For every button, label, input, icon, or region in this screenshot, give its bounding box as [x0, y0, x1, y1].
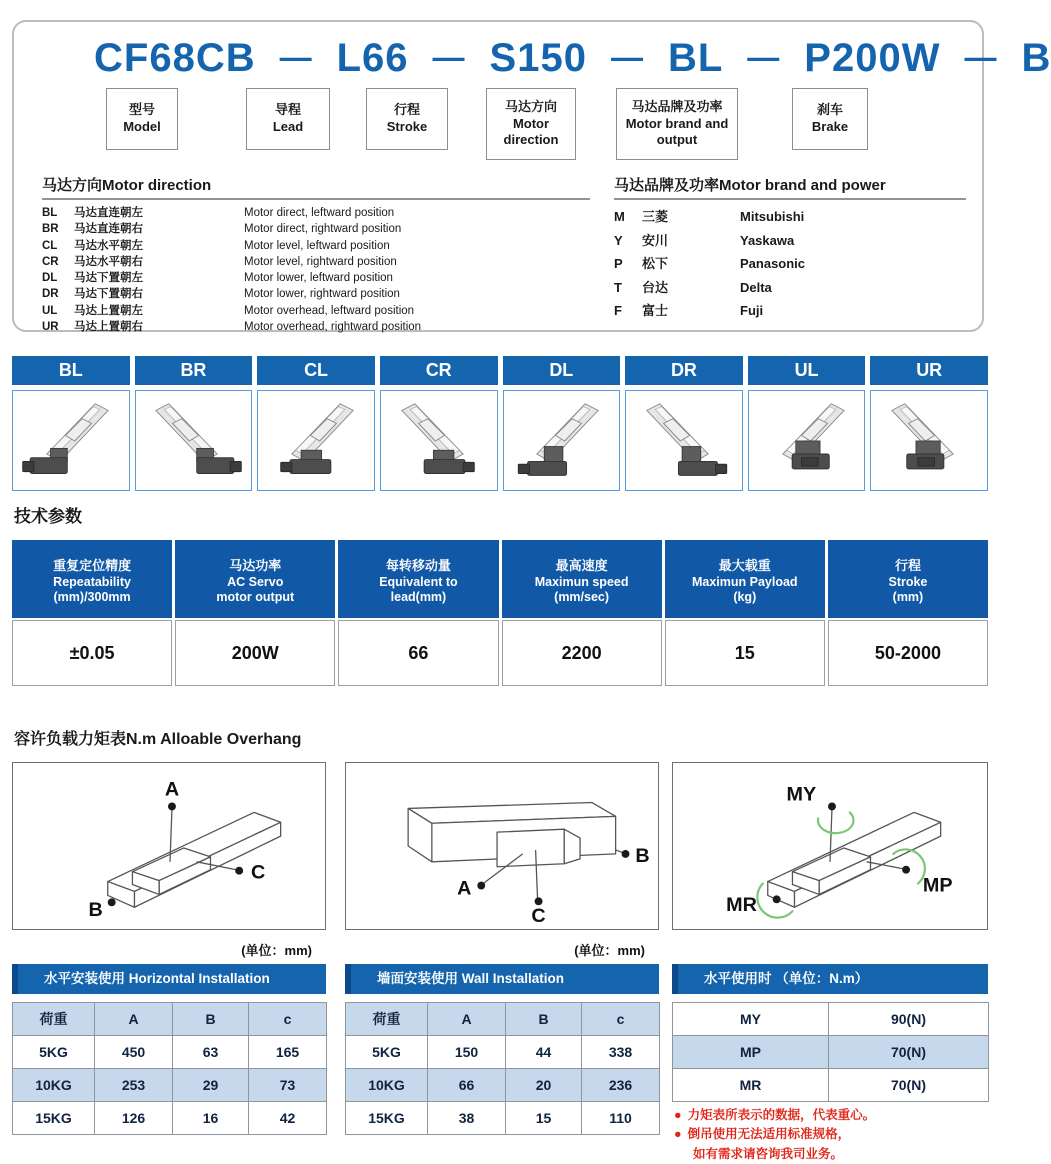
dim-label-c: C [251, 861, 266, 884]
rail-isometric-drawing [346, 763, 658, 929]
list-item [42, 319, 590, 335]
table-cell: 10KG [13, 1069, 95, 1102]
direction-code: BR [42, 223, 59, 236]
table-cell: 15 [506, 1102, 582, 1135]
direction-label-cn: 马达直连朝右 [74, 223, 143, 236]
table-cell: 126 [95, 1102, 173, 1135]
box-label-en: Motor brand and output [625, 115, 729, 148]
actuator-image-ur [870, 390, 988, 491]
list-item [614, 205, 966, 229]
col-label-unit: (mm)/300mm [53, 589, 131, 604]
table-cell: 63 [173, 1036, 249, 1069]
variant-ul [748, 356, 866, 491]
col-label-unit: motor output [216, 589, 295, 604]
col-label-en: Equivalent to [379, 574, 458, 589]
direction-code: CL [42, 239, 58, 252]
direction-label-en: Motor direct, leftward position [244, 207, 395, 219]
list-item [42, 270, 590, 286]
footnote-text: 力矩表所表示的数据，代表重心。 [687, 1108, 876, 1122]
brand-code: T [614, 279, 622, 295]
brand-label-en: Mitsubishi [740, 209, 805, 224]
table-cell: MY [673, 1003, 829, 1036]
direction-label-cn: 马达水平朝右 [74, 255, 143, 268]
brand-label-en: Delta [740, 279, 772, 295]
col-header: 荷重 [13, 1003, 95, 1036]
brake-label-box [792, 88, 868, 150]
variant-cl [257, 356, 375, 491]
col-label-en: Stroke [888, 574, 928, 589]
direction-label-en: Motor lower, leftward position [244, 272, 393, 285]
list-item [42, 286, 590, 302]
col-header: B [173, 1003, 249, 1036]
variant-header: CL [257, 356, 375, 385]
col-header: c [249, 1003, 327, 1036]
list-item [42, 205, 590, 221]
moment-label-my: MY [786, 783, 817, 806]
actuator-image-cl [257, 390, 375, 491]
dash: — [964, 39, 998, 75]
direction-code: CR [42, 255, 59, 268]
variant-strip [12, 356, 988, 491]
direction-code: DL [42, 272, 58, 285]
variant-dr [625, 356, 743, 491]
col-label-unit: lead(mm) [390, 589, 447, 604]
tech-header-repeatability [12, 540, 172, 618]
moment-label-mp: MP [922, 874, 953, 897]
tech-params-header-row [12, 540, 988, 618]
footnotes [674, 1106, 875, 1164]
overhang-title: 容许负载力矩表N.m Alloable Overhang [14, 731, 302, 748]
actuator-image-dr [625, 390, 743, 491]
footnote-line [674, 1106, 875, 1125]
motor-brand-label-box [616, 88, 738, 160]
variant-header: UL [748, 356, 866, 385]
col-label-unit: (kg) [733, 589, 757, 604]
col-label-cn: 马达功率 [229, 557, 282, 573]
col-label-unit: (mm/sec) [554, 589, 610, 604]
actuator-image-bl [12, 390, 130, 491]
tech-header-max-speed [502, 540, 662, 618]
table-cell: 70(N) [829, 1036, 989, 1069]
footnote-text: 倒吊使用无法适用标准规格， [687, 1127, 851, 1142]
tech-params-value-row [12, 620, 988, 686]
col-header: B [506, 1003, 582, 1036]
rail-isometric-drawing [673, 763, 987, 929]
variant-header: CR [380, 356, 498, 385]
horizontal-install-titlebar: 水平安装使用 Horizontal Installation [12, 964, 326, 994]
col-label-cn: 每转移动量 [385, 557, 451, 573]
col-header: c [582, 1003, 660, 1036]
tech-header-max-payload [665, 540, 825, 618]
wall-overhang-diagram [345, 762, 659, 930]
actuator-illustration [509, 395, 613, 487]
motor-direction-title: 马达方向Motor direction [42, 174, 590, 200]
table-cell: 73 [249, 1069, 327, 1102]
table-cell: 29 [173, 1069, 249, 1102]
list-item [42, 238, 590, 254]
table-cell: 253 [95, 1069, 173, 1102]
col-label-cn: 行程 [894, 557, 921, 573]
model-code-card [12, 20, 1051, 334]
motor-direction-label-box [486, 88, 576, 160]
footnote-line [674, 1145, 875, 1164]
actuator-illustration [632, 395, 736, 487]
direction-label-cn: 马达下置朝右 [74, 288, 143, 301]
dim-label-b: B [88, 899, 103, 922]
table-cell: 338 [582, 1036, 660, 1069]
moment-label-mr: MR [726, 894, 757, 917]
table-cell: 20 [506, 1069, 582, 1102]
motor-brand-title: 马达品牌及功率Motor brand and power [614, 174, 966, 200]
col-label-en: AC Servo [227, 574, 284, 589]
tech-params-table [12, 540, 988, 686]
stroke-label-box [366, 88, 448, 150]
actuator-illustration [141, 395, 245, 487]
value-motor-output: 200W [175, 620, 335, 686]
box-label-cn: 马达品牌及功率 [631, 98, 723, 114]
box-label-en: Model [123, 119, 161, 134]
direction-label-en: Motor direct, rightward position [244, 223, 402, 236]
moment-table [672, 1002, 989, 1102]
actuator-image-dl [503, 390, 621, 491]
value-lead: 66 [338, 620, 498, 686]
tech-header-motor-output [175, 540, 335, 618]
brand-label-cn: 台达 [642, 279, 669, 295]
variant-header: DL [503, 356, 621, 385]
moment-table-titlebar: 水平使用时 （单位：N.m） [672, 964, 988, 994]
brand-label-cn: 富士 [642, 303, 669, 318]
brand-label-en: Panasonic [740, 256, 806, 271]
list-item [614, 299, 966, 323]
table-cell: 38 [428, 1102, 506, 1135]
brand-code: M [614, 209, 625, 224]
direction-label-en: Motor overhead, leftward position [244, 304, 415, 317]
direction-code: UR [42, 321, 59, 334]
model-part-brake: B [1021, 36, 1051, 80]
variant-header: UR [870, 356, 988, 385]
box-label-en: Motor direction [503, 115, 559, 148]
dim-label-c: C [531, 905, 546, 928]
list-item [42, 221, 590, 237]
table-cell: 5KG [13, 1036, 95, 1069]
direction-label-cn: 马达上置朝右 [74, 321, 143, 334]
direction-code: BL [42, 207, 58, 219]
dim-label-a: A [457, 877, 472, 900]
list-item [42, 303, 590, 319]
table-cell: 236 [582, 1069, 660, 1102]
direction-label-cn: 马达直连朝左 [74, 207, 143, 219]
col-label-cn: 重复定位精度 [53, 557, 132, 573]
unit-label-mm: (单位：mm) [241, 943, 312, 958]
col-label-en: Maximun speed [534, 574, 629, 589]
table-cell: 70(N) [829, 1069, 989, 1102]
model-code-title [94, 36, 1051, 81]
direction-label-en: Motor lower, rightward position [244, 288, 400, 301]
brand-code: Y [614, 232, 623, 248]
actuator-image-ul [748, 390, 866, 491]
col-header: A [428, 1003, 506, 1036]
variant-bl [12, 356, 130, 491]
box-label-cn: 导程 [274, 102, 301, 118]
model-part-lead: L66 [336, 36, 409, 80]
value-max-speed: 2200 [502, 620, 662, 686]
box-label-en: Brake [811, 119, 849, 134]
table-cell: 16 [173, 1102, 249, 1135]
actuator-image-cr [380, 390, 498, 491]
table-cell: 90(N) [829, 1003, 989, 1036]
box-label-en: Stroke [386, 119, 428, 134]
table-cell: 150 [428, 1036, 506, 1069]
box-label-cn: 型号 [128, 102, 155, 118]
horizontal-install-table [12, 1002, 327, 1135]
brand-label-cn: 安川 [642, 232, 669, 248]
col-label-cn: 最高速度 [555, 557, 608, 573]
col-label-en: Repeatability [53, 574, 131, 589]
table-cell: MP [673, 1036, 829, 1069]
box-label-cn: 马达方向 [504, 98, 557, 114]
variant-header: BL [12, 356, 130, 385]
actuator-illustration [877, 395, 981, 487]
dash: — [279, 39, 313, 75]
variant-header: BR [135, 356, 253, 385]
brand-code: F [614, 303, 622, 318]
tech-header-lead [338, 540, 498, 618]
motor-brand-list [614, 174, 966, 323]
wall-install-titlebar: 墙面安装使用 Wall Installation [345, 964, 659, 994]
table-cell: 15KG [13, 1102, 95, 1135]
actuator-illustration [19, 395, 123, 487]
model-label-box [106, 88, 178, 150]
dim-label-b: B [635, 844, 650, 867]
horizontal-overhang-diagram [12, 762, 326, 930]
footnote-text: 如有需求请咨询我司业务。 [693, 1146, 844, 1161]
list-item [614, 276, 966, 300]
variant-ur [870, 356, 988, 491]
actuator-illustration [264, 395, 368, 487]
moment-direction-diagram [672, 762, 988, 930]
lead-label-box [246, 88, 330, 150]
table-cell: 10KG [346, 1069, 428, 1102]
dash: — [747, 39, 781, 75]
table-cell: 66 [428, 1069, 506, 1102]
variant-br [135, 356, 253, 491]
model-part-stroke: S150 [489, 36, 587, 80]
brand-label-en: Yaskawa [740, 232, 795, 248]
direction-label-cn: 马达下置朝左 [74, 272, 143, 285]
wall-install-table [345, 1002, 660, 1135]
direction-label-en: Motor level, rightward position [244, 255, 397, 268]
rail-isometric-drawing [13, 763, 325, 929]
value-stroke: 50-2000 [828, 620, 988, 686]
list-item [614, 229, 966, 253]
bullet-icon: ● [674, 1127, 682, 1142]
variant-header: DR [625, 356, 743, 385]
direction-label-cn: 马达上置朝左 [74, 304, 143, 317]
dash: — [432, 39, 466, 75]
dash: — [610, 39, 644, 75]
box-label-cn: 行程 [393, 102, 420, 118]
box-label-cn: 刹车 [816, 102, 843, 118]
direction-code: DR [42, 288, 59, 301]
direction-label-cn: 马达水平朝左 [74, 239, 143, 252]
direction-label-en: Motor overhead, rightward position [244, 321, 422, 334]
variant-cr [380, 356, 498, 491]
table-cell: 5KG [346, 1036, 428, 1069]
direction-label-en: Motor level, leftward position [244, 239, 390, 252]
brand-label-cn: 三菱 [642, 209, 669, 224]
list-item [42, 254, 590, 270]
table-cell: 450 [95, 1036, 173, 1069]
table-cell: 44 [506, 1036, 582, 1069]
table-cell: 110 [582, 1102, 660, 1135]
col-label-en: Maximun Payload [691, 574, 798, 589]
box-label-en: Lead [272, 119, 304, 134]
model-part-power: P200W [804, 36, 941, 80]
brand-label-cn: 松下 [642, 256, 669, 271]
col-header: 荷重 [346, 1003, 428, 1036]
tech-params-title: 技术参数 [14, 507, 82, 526]
list-item [614, 252, 966, 276]
direction-code: UL [42, 304, 58, 317]
brand-code: P [614, 256, 623, 271]
actuator-image-br [135, 390, 253, 491]
col-label-cn: 最大载重 [718, 557, 771, 573]
variant-dl [503, 356, 621, 491]
model-part-direction: BL [667, 36, 724, 80]
bullet-icon: ● [674, 1108, 682, 1122]
value-max-payload: 15 [665, 620, 825, 686]
table-cell: 15KG [346, 1102, 428, 1135]
unit-label-mm: (单位：mm) [574, 943, 645, 958]
actuator-illustration [755, 395, 859, 487]
value-repeatability: ±0.05 [12, 620, 172, 686]
tech-header-stroke [828, 540, 988, 618]
dim-label-a: A [164, 778, 180, 801]
brand-label-en: Fuji [740, 303, 764, 318]
motor-direction-list [42, 174, 590, 335]
model-part-model: CF68CB [94, 36, 256, 80]
table-cell: 42 [249, 1102, 327, 1135]
actuator-illustration [387, 395, 491, 487]
table-cell: MR [673, 1069, 829, 1102]
footnote-line [674, 1125, 875, 1144]
table-cell: 165 [249, 1036, 327, 1069]
col-label-unit: (mm) [892, 589, 924, 604]
col-header: A [95, 1003, 173, 1036]
